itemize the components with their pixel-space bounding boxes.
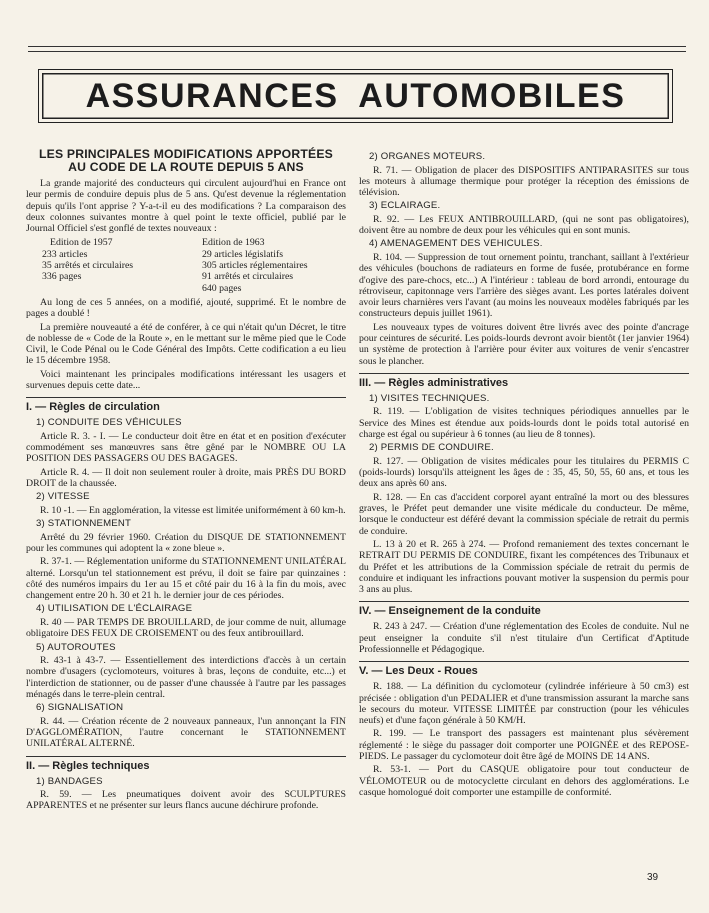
paragraph-r37: R. 37-1. — Réglementation uniforme du STATIONNEMENT UNILATÉRAL alterné. Lorsqu'un tel stationnement est prévu, il doit se faire par quinzaines : côté des numéros impairs du 1er au 15 et côté pair du 16 à la fin du mois, avec changement entre 20 h. 30 et 21 h. le dernier jour de ces périodes. (26, 556, 346, 602)
left-column (26, 148, 346, 814)
compare-c1-r1: 233 articles (42, 248, 88, 260)
intro-paragraph: La grande majorité des conducteurs qui circulent aujourd'hui en France ont leur permis de conduire depuis plus de 5 ans. Qu'est devenue la réglementation depuis qu'ils l'ont apprise ? Y-a-t-il eu des modifications ? La comparaison des deux colonnes suivantes montre à quel point le texte officiel, publié par le Journal Officiel s'est gonflé de textes nouveaux : (26, 178, 346, 235)
top-rule-1 (28, 46, 686, 47)
paragraph-r3: Article R. 3. - I. — Le conducteur doit être en état et en position d'exécuter commodément ses manœuvres sans être gêné par le NOMBRE OU LA POSITION DES PASSAGERS OU DES BAGAGES. (26, 430, 346, 465)
subheading-autoroutes: 5) AUTOROUTES (36, 641, 116, 653)
paragraph-pages-doubled: Au long de ces 5 années, on a modifié, ajouté, supprimé. Et le nombre de pages a doublé ! (26, 296, 346, 320)
title-banner (38, 69, 673, 123)
paragraph-codification: La première nouveauté a été de conférer, à ce qui n'était qu'un Décret, le titre de noblesse de « Code de la Route », en le mettant sur le même pied que le Code Civil, le Code Pénal ou le Code Général des Impôts. Cette codification a eu lieu le 15 décembre 1958. (26, 321, 346, 367)
subheading-conduite: 1) CONDUITE DES VÉHICULES (36, 417, 182, 429)
compare-c2-r4: 640 pages (202, 282, 242, 294)
paragraph-r4: Article R. 4. — Il doit non seulement rouler à droite, mais PRÈS DU BORD DROIT de la chaussée. (26, 466, 346, 490)
compare-c2-r1: 29 articles législatifs (202, 248, 284, 260)
paragraph-r53: R. 53-1. — Port du CASQUE obligatoire pour tout conducteur de VÉLOMOTEUR ou de motocyclette circulant en dehors des agglomérations. Le casque homologué doit comporter une estampille de conformité. (359, 764, 689, 798)
compare-c2-head: Edition de 1963 (202, 237, 265, 249)
compare-c1-r3: 336 pages (42, 271, 82, 283)
headline-line-1: LES PRINCIPALES MODIFICATIONS APPORTÉES (38, 147, 333, 161)
paragraph-r92: R. 92. — Les FEUX ANTIBROUILLARD, (qui ne sont pas obligatoires), doivent être au nombre de deux pour les véhicules qui en sont munis. (359, 213, 689, 237)
section-heading-enseignement: IV. — Enseignement de la conduite (359, 601, 689, 618)
paragraph-r104: R. 104. — Suppression de tout ornement pointu, tranchant, saillant à l'extérieur des véhicules (bouchons de radiateurs en forme de fusée, protubérance en forme d'ogive des pare-chocs, etc...) A l'intérieur : tableau de bord arrondi, entourage du rétroviseur, capitonnage vers l'arrière des sièges avant. Les portes latérales doivent avoir leurs charnières vers l'avant (au moins les nouveaux modèles fabriqués par les constructeurs depuis juillet 1961). (359, 251, 689, 320)
paragraph-r59: R. 59. — Les pneumatiques doivent avoir des SCULPTURES APPARENTES et ne présenter sur leurs flancs aucune déchirure profonde. (26, 789, 346, 812)
paragraph-r71: R. 71. — Obligation de placer des DISPOSITIFS ANTIPARASITES sur tous les moteurs à allumage thermique pour protéger la réception des émissions de télévision. (359, 164, 689, 199)
paragraph-r127: R. 127. — Obligation de visites médicales pour les titulaires du PERMIS C (poids-lourds) lorsqu'ils atteignent les âges de : 35, 45, 50, 55, 60 ans, et tous les deux ans après 60 ans. (359, 455, 689, 490)
subheading-visites: 1) VISITES TECHNIQUES. (369, 392, 490, 404)
section-heading-administratives: III. — Règles administratives (359, 373, 689, 390)
compare-c1-r2: 35 arrêtés et circulaires (42, 260, 134, 272)
paragraph-transition: Voici maintenant les principales modifications intéressant les usagers et survenues depuis cette date... (26, 368, 346, 392)
subheading-amenagement: 4) AMENAGEMENT DES VEHICULES. (369, 238, 543, 250)
subheading-signalisation: 6) SIGNALISATION (36, 702, 124, 714)
paragraph-r243: R. 243 à 247. — Création d'une réglementation des Ecoles de conduite. Nul ne peut enseigner la conduite s'il n'est titulaire d'un Certificat d'Aptitude Professionnelle et Pédagogique. (359, 621, 689, 655)
subheading-eclairage: 4) UTILISATION DE L'ÉCLAIRAGE (36, 603, 193, 615)
subheading-permis: 2) PERMIS DE CONDUIRE. (369, 442, 494, 454)
subheading-stationnement: 3) STATIONNEMENT (36, 518, 132, 530)
compare-c1-head: Edition de 1957 (50, 237, 113, 249)
article-headline (26, 148, 346, 174)
section-heading-deux-roues: V. — Les Deux - Roues (359, 661, 689, 678)
paragraph-r199: R. 199. — Le transport des passagers est maintenant plus sévèrement réglementé : le siège du passager doit comporter une POIGNÉE et des REPOSE-PIEDS. Le passager du cyclomoteur doit être âgé de MOINS DE 14 ANS. (359, 728, 689, 763)
compare-c2-r2: 305 articles réglementaires (202, 260, 308, 272)
paragraph-r40: R. 40 — PAR TEMPS DE BROUILLARD, de jour comme de nuit, allumage obligatoire DES FEUX DE CROISEMENT ou des feux antibrouillard. (26, 616, 346, 640)
right-column (359, 148, 689, 800)
section-heading-techniques: II. — Règles techniques (26, 756, 346, 773)
page-number: 39 (647, 872, 659, 883)
paragraph-r10: R. 10 -1. — En agglomération, la vitesse est limitée uniformément à 60 km-h. (40, 504, 346, 516)
paragraph-r44: R. 44. — Création récente de 2 nouveaux panneaux, l'un annonçant la FIN D'AGGLOMÉRATION, l'autre concernant le STATIONNEMENT UNILATÉRAL ALTERNÉ. (26, 715, 346, 750)
headline-line-2: AU CODE DE LA ROUTE DEPUIS 5 ANS (68, 160, 304, 174)
top-rule-2 (28, 51, 686, 52)
compare-c2-r3: 91 arrêtés et circulaires (202, 271, 294, 283)
edition-comparison (42, 237, 346, 293)
paragraph-r43: R. 43-1 à 43-7. — Essentiellement des interdictions d'accès à un certain nombre d'usagers (cyclomoteurs, voitures à bras, leçons de conduite, etc...) et l'interdiction de stationner, ou de passer d'une chaussée à l'autre par les passages ménagés dans le terre-plein central. (26, 655, 346, 700)
compare-c1-empty (42, 283, 194, 294)
paragraph-l13: L. 13 à 20 et R. 265 à 274. — Profond remaniement des textes concernant le RETRAIT DU PERMIS DE CONDUIRE, fixant les compétences des Tribunaux et du Préfet et les attributions de la Commission spéciale de retrait du permis de conduire et indiquant les infractions pouvant motiver la suspension du permis pour 3 ans au plus. (359, 538, 689, 596)
section-heading-circulation: I. — Règles de circulation (26, 397, 346, 414)
subheading-bandages: 1) BANDAGES (36, 775, 103, 787)
subheading-vitesse: 2) VITESSE (36, 491, 90, 503)
paragraph-r188: R. 188. — La définition du cyclomoteur (cylindrée inférieure à 50 cm3) est précisée : obligation d'un PEDALIER et d'une transmission assurant la marche sans le secours du moteur. VITESSE LIMITÉE par construction (pour les véhicules neufs) et d'une façon générale à 50 KM/H. (359, 681, 689, 727)
subheading-organes-moteurs: 2) ORGANES MOTEURS. (369, 151, 486, 162)
paragraph-ancrage: Les nouveaux types de voitures doivent être livrés avec des pointe d'ancrage pour ceintures de sécurité. Les poids-lourds devront avoir bientôt (1er janvier 1964) un système de protection à l'arrière pour éviter aux voitures de venir s'encastrer sous le plancher. (359, 321, 689, 367)
paragraph-r119: R. 119. — L'obligation de visites techniques périodiques annuelles par le Service des Mines est étendue aux poids-lourds dont le poids total autorisé en charge est égal ou supérieur à 6 tonnes (au lieu de 8 tonnes). (359, 406, 689, 441)
paragraph-r128: R. 128. — En cas d'accident corporel ayant entraîné la mort ou des blessures graves, le Préfet peut demander une visite médicale du conducteur. De même, lorsque le conducteur est déféré devant la commission spéciale de retrait du permis de conduire. (359, 491, 689, 537)
subheading-eclairage-2: 3) ECLAIRAGE. (369, 200, 441, 212)
paragraph-disque: Arrêté du 29 février 1960. Création du DISQUE DE STATIONNEMENT pour les communes qui adoptent la « zone bleue ». (26, 531, 346, 554)
banner-title: ASSURANCES AUTOMOBILES (85, 76, 626, 115)
